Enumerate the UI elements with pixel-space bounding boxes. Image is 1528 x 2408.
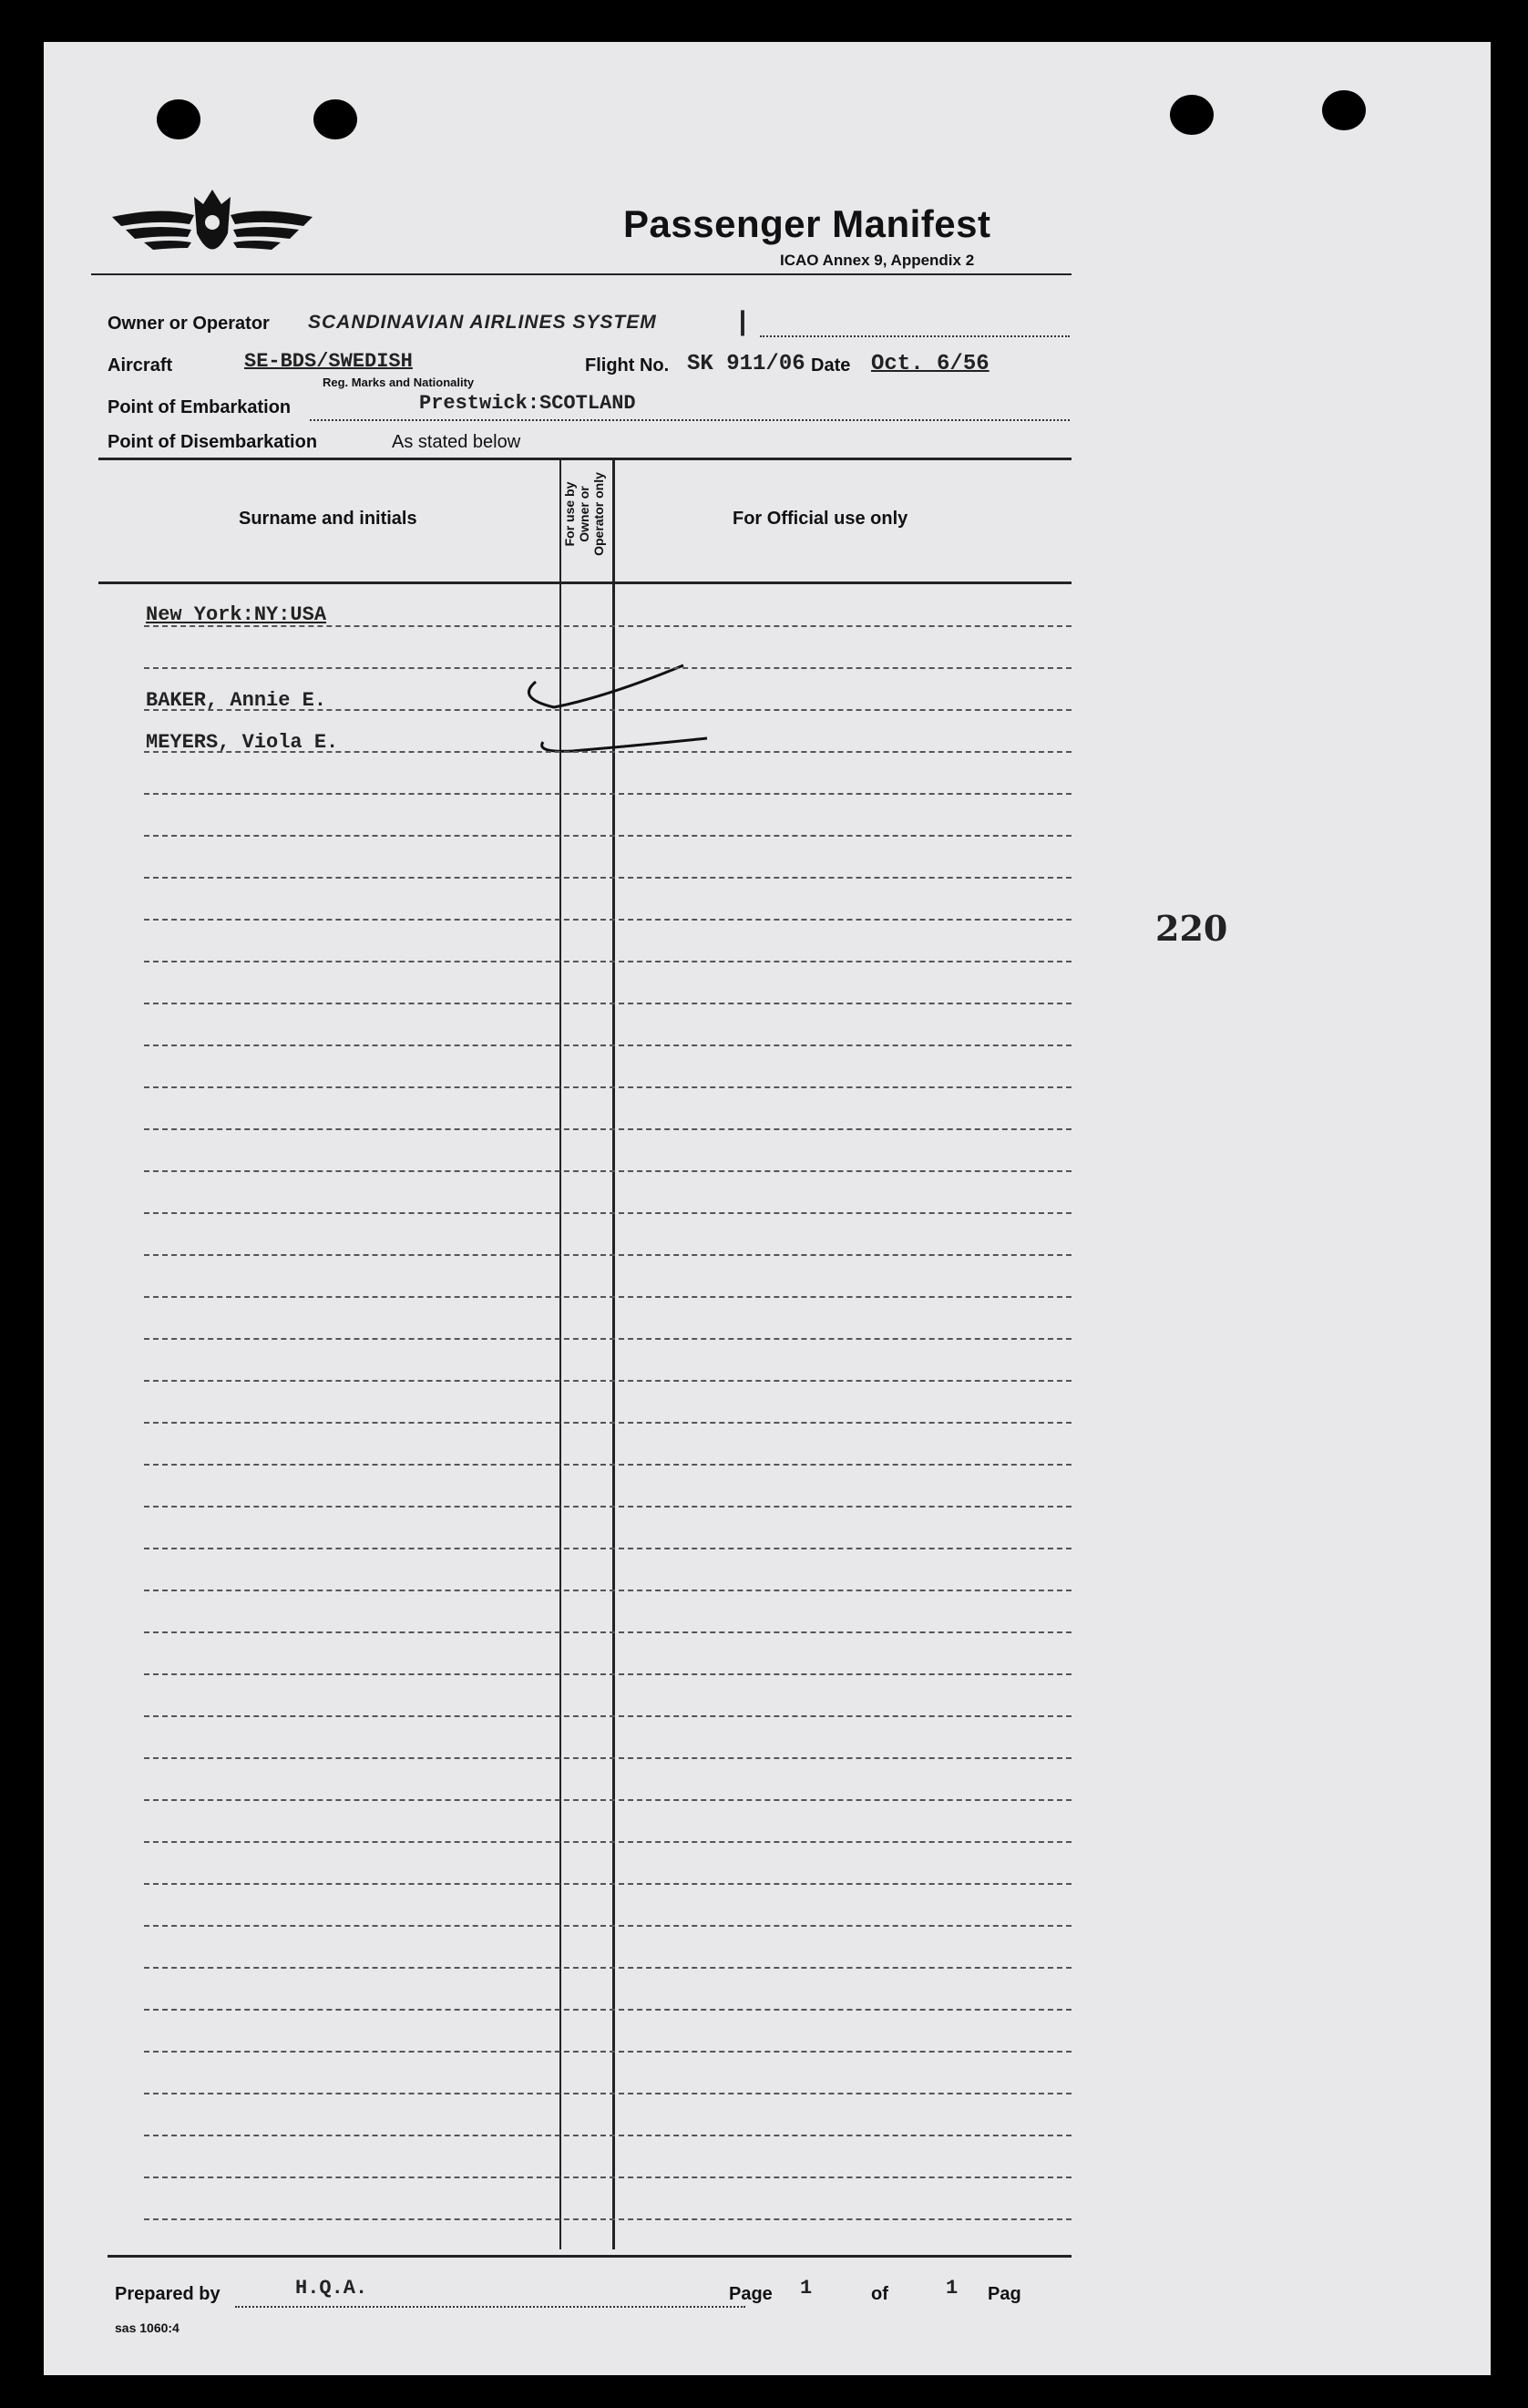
ruled-row-line (144, 919, 1072, 921)
ruled-row-line (144, 1590, 1072, 1591)
ruled-row-line (144, 1967, 1072, 1969)
punch-hole (313, 99, 357, 139)
ruled-row-line (144, 1128, 1072, 1130)
ruled-row-line (144, 1631, 1072, 1633)
ruled-row-line (144, 1799, 1072, 1801)
ruled-row-line (144, 1506, 1072, 1508)
passenger-row: MEYERS, Viola E. (146, 731, 339, 754)
pages-label: Pag (988, 2284, 1021, 2304)
ruled-row-line (144, 1296, 1072, 1298)
owner-extra-line (760, 335, 1070, 337)
ruled-row-line (144, 2051, 1072, 2053)
ruled-row-line (144, 1212, 1072, 1214)
disembarkation-label: Point of Disembarkation (108, 432, 318, 452)
ruled-row-line (144, 2218, 1072, 2220)
passenger-row: BAKER, Annie E. (146, 689, 327, 712)
ruled-row-line (144, 1003, 1072, 1004)
ruled-row-line (144, 1715, 1072, 1717)
ruled-row-line (144, 877, 1072, 879)
destination-heading: New York:NY:USA (146, 603, 327, 626)
flight-value: SK 911/06 (687, 352, 805, 376)
manifest-sheet (44, 42, 1491, 2375)
col-header-official: For Official use only (733, 509, 908, 529)
ruled-row-line (144, 1254, 1072, 1256)
ruled-row-line (144, 2176, 1072, 2178)
airline-wings-logo-icon (108, 179, 317, 279)
page-title: Passenger Manifest (623, 202, 991, 245)
ruled-row-line (144, 961, 1072, 962)
date-value: Oct. 6/56 (871, 352, 990, 376)
ruled-row-line (144, 2009, 1072, 2011)
owner-label: Owner or Operator (108, 314, 270, 334)
page-total: 1 (946, 2277, 959, 2300)
punch-hole (157, 99, 200, 139)
date-label: Date (811, 355, 851, 376)
disembarkation-value: As stated below (392, 432, 521, 452)
page-subtitle: ICAO Annex 9, Appendix 2 (780, 252, 975, 269)
col-header-operator-line1: For use by (562, 481, 577, 547)
ruled-row-line (144, 793, 1072, 795)
ruled-row-line (144, 1422, 1072, 1424)
ruled-row-line (144, 1673, 1072, 1675)
aircraft-value: SE-BDS/SWEDISH (244, 350, 413, 373)
ruled-row-line (144, 709, 1072, 711)
page-label: Page (729, 2284, 773, 2304)
prepared-by-value: H.Q.A. (295, 2277, 368, 2300)
ruled-row-line (144, 2135, 1072, 2136)
page-number: 1 (800, 2277, 813, 2300)
owner-mark: | (734, 308, 752, 339)
ruled-row-line (144, 1548, 1072, 1549)
ruled-row-line (144, 1380, 1072, 1382)
ruled-row-line (144, 1170, 1072, 1172)
embarkation-label: Point of Embarkation (108, 397, 292, 417)
of-label: of (871, 2284, 888, 2304)
stamped-number: 220 (1155, 908, 1228, 949)
aircraft-caption: Reg. Marks and Nationality (323, 376, 475, 389)
embarkation-value: Prestwick:SCOTLAND (419, 392, 636, 415)
ruled-row-line (144, 1841, 1072, 1843)
table-header-rule (98, 581, 1072, 584)
prepared-by-line (235, 2306, 745, 2308)
flight-label: Flight No. (585, 355, 670, 376)
ruled-row-line (144, 2093, 1072, 2094)
embarkation-line (310, 419, 1070, 421)
owner-value: SCANDINAVIAN AIRLINES SYSTEM (308, 312, 657, 333)
aircraft-label: Aircraft (108, 355, 173, 376)
check-mark-icon (499, 653, 709, 780)
ruled-row-line (144, 1883, 1072, 1885)
col-header-operator-line2: Owner or (577, 486, 591, 542)
header-rule (91, 273, 1072, 275)
ruled-row-line (144, 751, 1072, 753)
ruled-row-line (144, 1925, 1072, 1927)
punch-hole (1322, 90, 1366, 130)
ruled-row-line (144, 1086, 1072, 1088)
form-code: sas 1060:4 (115, 2321, 179, 2335)
ruled-row-line (144, 667, 1072, 669)
ruled-row-line (144, 1044, 1072, 1046)
ruled-row-line (144, 1464, 1072, 1466)
footer-rule (108, 2255, 1072, 2258)
ruled-row-line (144, 1757, 1072, 1759)
punch-hole (1170, 95, 1214, 135)
col-header-operator-line3: Operator only (591, 472, 606, 556)
ruled-row-line (144, 1338, 1072, 1340)
prepared-by-label: Prepared by (115, 2284, 220, 2304)
ruled-row-line (144, 835, 1072, 837)
ruled-row-line (144, 625, 1072, 627)
col-header-name: Surname and initials (239, 509, 417, 529)
